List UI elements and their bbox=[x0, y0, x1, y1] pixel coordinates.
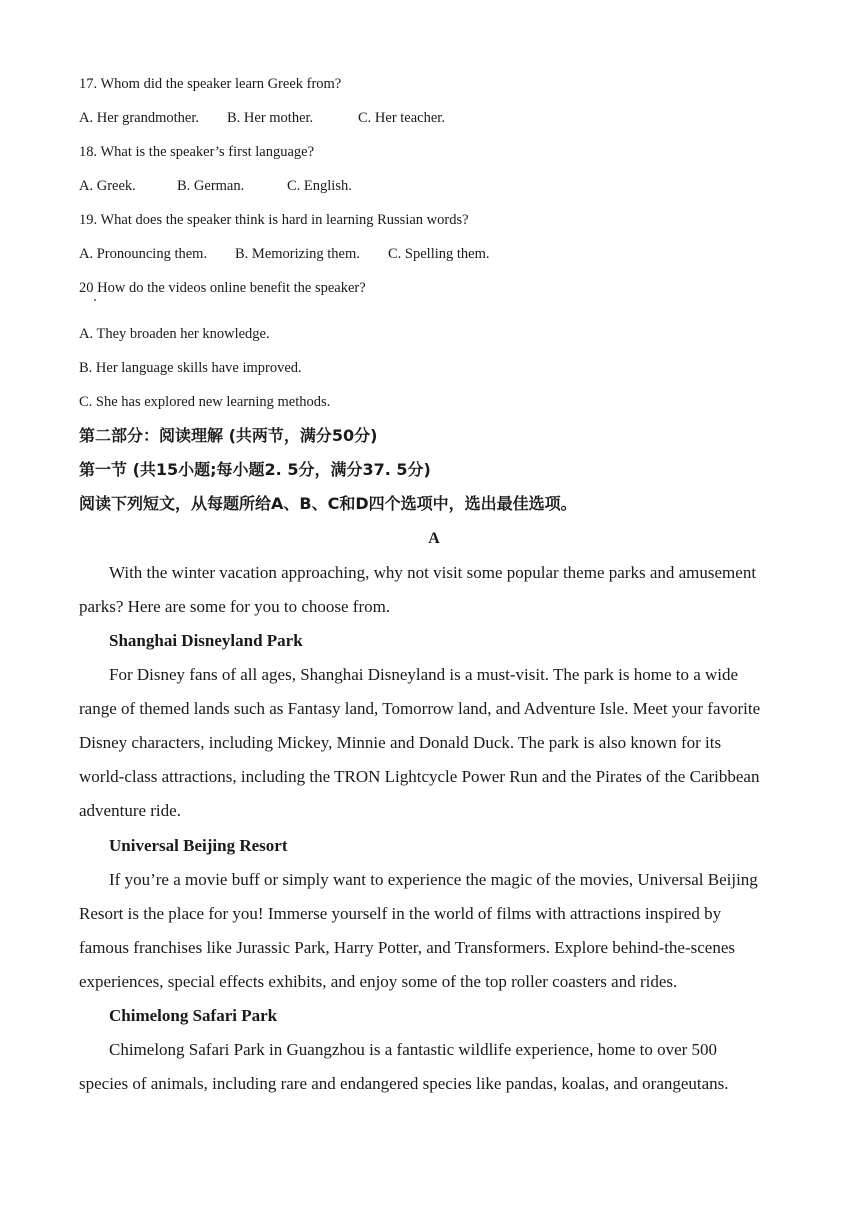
park-heading-shanghai-disneyland: Shanghai Disneyland Park bbox=[109, 631, 303, 650]
question-20-stem: 20 How do the videos online benefit the speaker? bbox=[79, 280, 366, 296]
question-17-options bbox=[79, 109, 445, 127]
paragraph-line: experiences, special effects exhibits, and enjoy some of the top roller coasters and rides. bbox=[79, 972, 678, 991]
paragraph-line: world-class attractions, including the TRON Lightcycle Power Run and the Pirates of the Caribbean bbox=[79, 767, 760, 786]
paragraph-line: range of themed lands such as Fantasy land, Tomorrow land, and Adventure Isle. Meet your favorite bbox=[79, 699, 761, 718]
question-18-options bbox=[79, 177, 352, 195]
option-c: C. Spelling them. bbox=[388, 246, 490, 262]
part-title: 第二部分：阅读理解 (共两节，满分50分) bbox=[79, 426, 378, 445]
stray-mark bbox=[94, 299, 96, 301]
question-19-stem: 19. What does the speaker think is hard in learning Russian words? bbox=[79, 212, 469, 228]
park-heading-chimelong-safari: Chimelong Safari Park bbox=[109, 1006, 278, 1025]
question-20-option-c: C. She has explored new learning methods. bbox=[79, 394, 331, 410]
paragraph-line: species of animals, including rare and endangered species like pandas, koalas, and orangeutans. bbox=[79, 1074, 729, 1093]
paragraph-line: adventure ride. bbox=[79, 801, 181, 820]
option-b: B. Her mother. bbox=[227, 110, 314, 126]
option-a: A. Greek. bbox=[79, 178, 136, 194]
paragraph-line: Chimelong Safari Park in Guangzhou is a fantastic wildlife experience, home to over 500 bbox=[109, 1040, 718, 1059]
paragraph-line: famous franchises like Jurassic Park, Harry Potter, and Transformers. Explore behind-the-scenes bbox=[79, 938, 736, 957]
intro-line-1: With the winter vacation approaching, why not visit some popular theme parks and amusement bbox=[109, 563, 757, 582]
paragraph-line: For Disney fans of all ages, Shanghai Disneyland is a must-visit. The park is home to a wide bbox=[109, 665, 739, 684]
subsection-title: 第一节 (共15小题;每小题2. 5分，满分37. 5分) bbox=[79, 460, 431, 479]
option-c: C. Her teacher. bbox=[358, 110, 445, 126]
question-20-option-a: A. They broaden her knowledge. bbox=[79, 326, 270, 342]
question-19-options bbox=[79, 245, 490, 263]
instruction: 阅读下列短文，从每题所给A、B、C和D四个选项中，选出最佳选项。 bbox=[79, 494, 577, 513]
intro-line-2: parks? Here are some for you to choose from. bbox=[79, 597, 391, 616]
option-c: C. English. bbox=[287, 178, 352, 194]
question-20-option-b: B. Her language skills have improved. bbox=[79, 360, 302, 376]
option-b: B. German. bbox=[177, 178, 245, 194]
option-b: B. Memorizing them. bbox=[235, 246, 360, 262]
paragraph-line: Resort is the place for you! Immerse yourself in the world of films with attractions inspired by bbox=[79, 904, 722, 923]
paragraph-line: If you’re a movie buff or simply want to experience the magic of the movies, Universal Beijing bbox=[109, 870, 758, 889]
passage-label: A bbox=[428, 530, 440, 547]
paragraph-line: Disney characters, including Mickey, Minnie and Donald Duck. The park is also known for its bbox=[79, 733, 722, 752]
option-a: A. Pronouncing them. bbox=[79, 246, 208, 262]
question-18-stem: 18. What is the speaker’s first language? bbox=[79, 144, 315, 160]
park-heading-universal-beijing: Universal Beijing Resort bbox=[109, 836, 288, 855]
question-17-stem: 17. Whom did the speaker learn Greek from? bbox=[79, 76, 342, 92]
option-a: A. Her grandmother. bbox=[79, 110, 199, 126]
